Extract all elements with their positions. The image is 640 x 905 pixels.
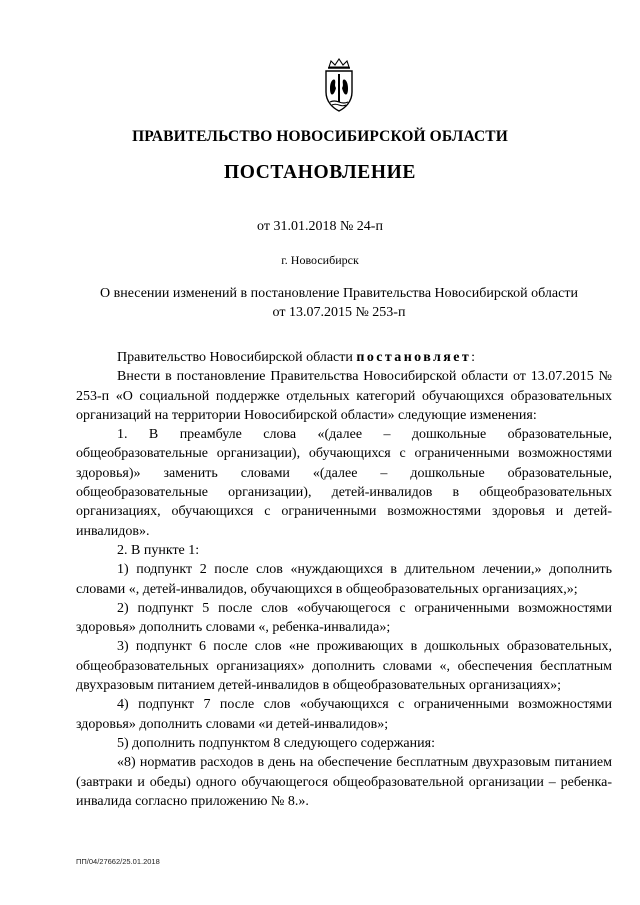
intro-paragraph bbox=[76, 348, 612, 367]
intro-suffix: : bbox=[471, 350, 476, 365]
paragraph: Внести в постановление Правительства Новосибирской области от 13.07.2015 № 253-п «О социальной поддержке отдельных категорий обучающихся образовательных организаций на территории Новосибирской области» следующие изменения: bbox=[76, 369, 612, 423]
footer-code: ПП/04/27662/25.01.2018 bbox=[76, 857, 160, 866]
organization-title: ПРАВИТЕЛЬСТВО НОВОСИБИРСКОЙ ОБЛАСТИ bbox=[132, 128, 508, 145]
paragraph: 4) подпункт 7 после слов «обучающихся с ограниченными возможностями здоровья» дополнить словами «и детей-инвалидов»; bbox=[76, 697, 612, 732]
subject-line-2: от 13.07.2015 № 253-п bbox=[272, 305, 406, 320]
paragraph: 2. В пункте 1: bbox=[117, 542, 200, 558]
paragraph: 5) дополнить подпунктом 8 следующего содержания: bbox=[117, 735, 435, 751]
paragraph: 1. В преамбуле слова «(далее – дошкольные образовательные, общеобразовательные организации), обучающихся с ограниченными возможностями здоровья)» заменить словами «(далее – дошкольные образовательные, общеобразовательные организации), детей-инвалидов в общеобразовательных организациях, обучающихся с ограниченными возможностями здоровья и детей-инвалидов». bbox=[76, 427, 612, 539]
paragraph: «8) норматив расходов в день на обеспечение бесплатным двухразовым питанием (завтраки и обеды) одного обучающегося общеобразовательной организации – ребенка-инвалида согласно приложению № 8.». bbox=[76, 755, 612, 809]
document-subject bbox=[76, 284, 602, 322]
intro-text: Правительство Новосибирской области bbox=[117, 350, 357, 365]
city: г. Новосибирск bbox=[281, 253, 359, 267]
document-body bbox=[76, 348, 612, 811]
document-type: ПОСТАНОВЛЕНИЕ bbox=[223, 162, 417, 183]
subject-line-1: О внесении изменений в постановление Правительства Новосибирской области bbox=[100, 286, 578, 301]
date-number: от 31.01.2018 № 24-п bbox=[257, 219, 383, 234]
paragraph: 3) подпункт 6 после слов «не проживающих в дошкольных образовательных, общеобразовательных организациях» дополнить словами «, обеспечения бесплатным двухразовым питанием детей-инвалидов в общеобразовательных организациях»; bbox=[76, 639, 612, 694]
paragraph: 1) подпункт 2 после слов «нуждающихся в длительном лечении,» дополнить словами «, детей-инвалидов, обучающихся в общеобразовательных организациях,»; bbox=[76, 562, 612, 597]
paragraph: 2) подпункт 5 после слов «обучающегося с ограниченными возможностями здоровья» дополнить словами «, ребенка-инвалида»; bbox=[76, 600, 612, 636]
intro-keyword: постановляет bbox=[356, 350, 472, 365]
coat-of-arms-icon bbox=[315, 58, 363, 114]
